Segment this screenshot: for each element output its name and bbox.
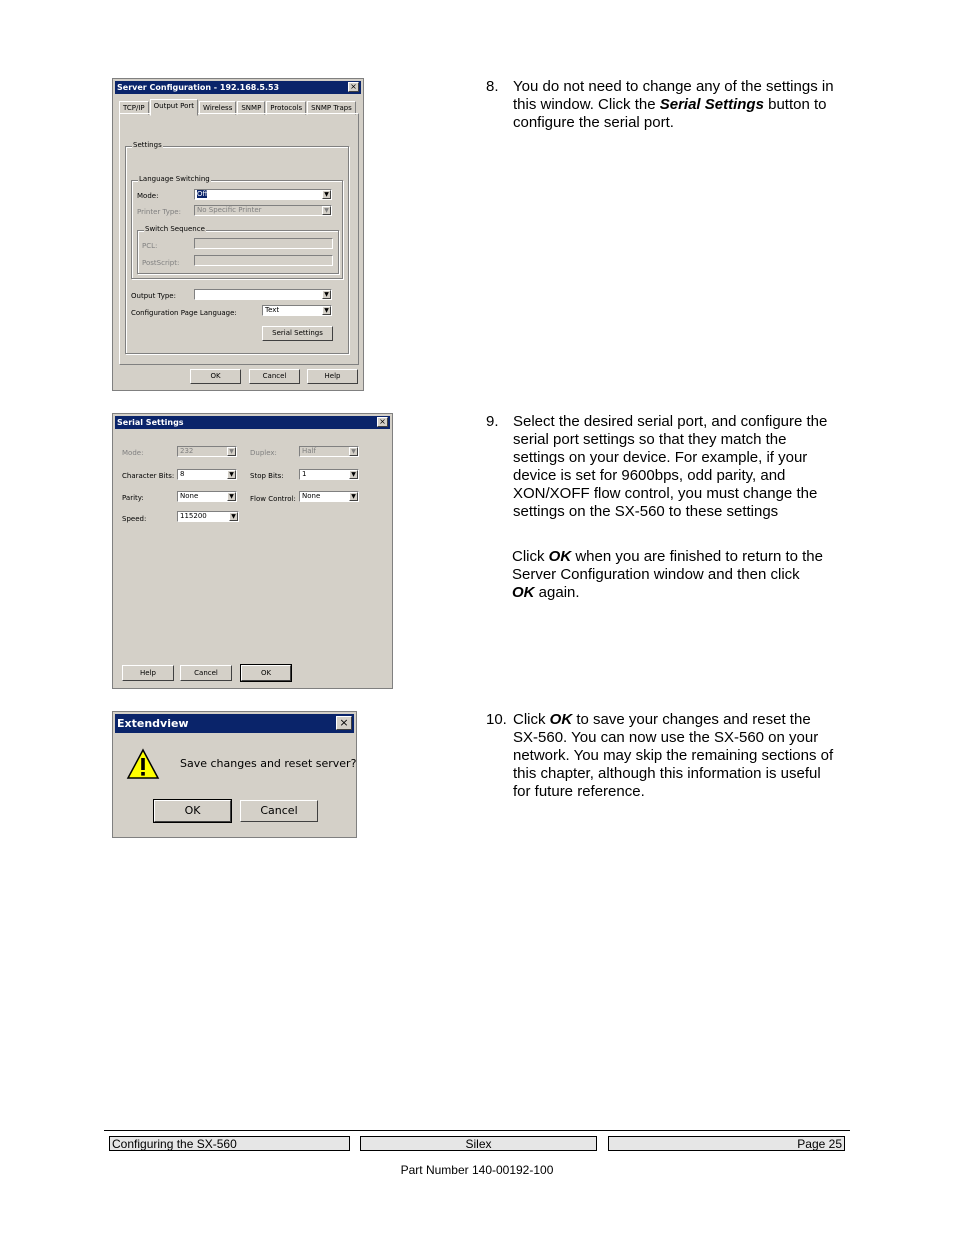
chevron-down-icon[interactable]: ▼: [322, 190, 331, 199]
tab-tcpip[interactable]: TCP/IP: [119, 101, 149, 115]
serial-mode-value: 232: [180, 447, 194, 455]
config-page-language-label: Configuration Page Language:: [131, 309, 237, 317]
step-10: [486, 711, 836, 811]
parity-select[interactable]: [177, 491, 237, 502]
step-8-serial-settings: Serial Settings: [659, 96, 764, 113]
step-9-note-e: again.: [534, 584, 580, 601]
close-icon[interactable]: ×: [348, 82, 359, 92]
switch-sequence-label: Switch Sequence: [145, 225, 205, 233]
parity-label: Parity:: [122, 494, 144, 502]
switch-sequence-group: [137, 225, 339, 274]
stop-bits-label: Stop Bits:: [250, 472, 284, 480]
printer-type-value: No Specific Printer: [197, 206, 262, 214]
chevron-down-icon[interactable]: ▼: [322, 306, 331, 315]
postscript-field[interactable]: [194, 255, 333, 266]
pcl-field[interactable]: [194, 238, 333, 249]
extendview-message: Save changes and reset server?: [180, 757, 357, 770]
parity-value: None: [180, 492, 199, 500]
tab-protocols[interactable]: Protocols: [266, 101, 306, 115]
chevron-down-icon[interactable]: ▼: [322, 290, 331, 299]
step-10-text-c: to save your changes and reset the SX-560. You can now use the SX-560 on your network. You may skip the remaining sections of this chapter, although this information is useful for future reference.: [513, 711, 834, 800]
step-10-ok: OK: [549, 711, 573, 728]
extendview-title: Extendview: [117, 717, 189, 730]
cancel-button[interactable]: Cancel: [249, 369, 300, 384]
flow-control-select[interactable]: [299, 491, 359, 502]
serial-settings-title: Serial Settings: [117, 418, 184, 427]
tab-output-port[interactable]: Output Port: [150, 99, 198, 116]
extendview-titlebar: [115, 714, 354, 733]
ok-button[interactable]: OK: [154, 800, 231, 822]
serial-settings-button[interactable]: Serial Settings: [262, 326, 333, 341]
chevron-down-icon[interactable]: ▼: [229, 512, 238, 521]
output-type-select[interactable]: [194, 289, 332, 300]
step-9-note-c: when you are finished to return to the Server Configuration window and then click: [512, 548, 823, 583]
chevron-down-icon[interactable]: ▼: [349, 492, 358, 501]
step-8-text-a: You do not need to change any of the settings in this window. Click the: [513, 78, 834, 113]
footer-chapter: Configuring the SX-560: [109, 1136, 350, 1151]
pcl-label: PCL:: [142, 242, 158, 250]
settings-group-label: Settings: [133, 141, 162, 149]
tab-wireless[interactable]: Wireless: [199, 101, 236, 115]
step-10-text-a: Click: [513, 711, 550, 728]
duplex-label: Duplex:: [250, 449, 277, 457]
char-bits-label: Character Bits:: [122, 472, 175, 480]
char-bits-select[interactable]: [177, 469, 237, 480]
footer-company: Silex: [360, 1136, 597, 1151]
duplex-select[interactable]: [299, 446, 359, 457]
speed-label: Speed:: [122, 515, 147, 523]
cancel-button[interactable]: Cancel: [180, 665, 232, 681]
speed-value: 115200: [180, 512, 207, 520]
serial-settings-dialog: [112, 413, 393, 689]
help-button[interactable]: Help: [307, 369, 358, 384]
chevron-down-icon[interactable]: ▼: [227, 447, 236, 456]
speed-select[interactable]: [177, 511, 239, 522]
step-10-number: 10.: [486, 711, 507, 728]
server-config-titlebar: [115, 81, 361, 94]
mode-select[interactable]: [194, 189, 332, 200]
output-type-label: Output Type:: [131, 292, 176, 300]
step-9-note: [512, 548, 824, 602]
step-8-number: 8.: [486, 78, 499, 95]
warning-icon: [126, 748, 160, 780]
server-configuration-dialog: [112, 78, 364, 391]
footer-page-number: Page 25: [608, 1136, 845, 1151]
tab-snmp-traps[interactable]: SNMP Traps: [307, 101, 356, 115]
step-8-text: [513, 78, 836, 132]
printer-type-label: Printer Type:: [137, 208, 181, 216]
printer-type-select[interactable]: [194, 205, 332, 216]
chevron-down-icon[interactable]: ▼: [349, 447, 358, 456]
step-9-note-ok2: OK: [512, 584, 535, 601]
chevron-down-icon[interactable]: ▼: [349, 470, 358, 479]
step-9-number: 9.: [486, 413, 499, 430]
duplex-value: Half: [302, 447, 316, 455]
mode-label: Mode:: [137, 192, 159, 200]
language-switching-label: Language Switching: [139, 175, 210, 183]
tab-snmp[interactable]: SNMP: [237, 101, 265, 115]
server-config-title: Server Configuration - 192.168.5.53: [117, 83, 280, 92]
serial-mode-label: Mode:: [122, 449, 144, 457]
stop-bits-value: 1: [302, 470, 307, 478]
close-icon[interactable]: ×: [336, 716, 352, 730]
serial-mode-select[interactable]: [177, 446, 237, 457]
step-10-text: [513, 711, 836, 801]
chevron-down-icon[interactable]: ▼: [322, 206, 331, 215]
footer-rule: [104, 1130, 850, 1131]
step-9-note-ok: OK: [548, 548, 572, 565]
char-bits-value: 8: [180, 470, 185, 478]
config-page-language-value: Text: [265, 306, 280, 314]
ok-button[interactable]: OK: [190, 369, 241, 384]
step-9-text: Select the desired serial port, and configure the serial port settings so that they match the settings on your device. For example, if your device is set for 9600bps, odd parity, and XON/XOFF flow control, you must change the settings on the SX-560 to these settings: [513, 413, 828, 520]
flow-control-value: None: [302, 492, 321, 500]
chevron-down-icon[interactable]: ▼: [227, 492, 236, 501]
extendview-dialog: [112, 711, 357, 838]
part-number: Part Number 140-00192-100: [400, 1163, 554, 1177]
chevron-down-icon[interactable]: ▼: [227, 470, 236, 479]
close-icon[interactable]: ×: [377, 417, 388, 427]
mode-value: Off: [197, 190, 208, 198]
help-button[interactable]: Help: [122, 665, 174, 681]
step-9: [486, 413, 836, 613]
step-8-text-c: button to configure the serial port.: [513, 96, 827, 131]
serial-settings-titlebar: [115, 416, 390, 429]
postscript-label: PostScript:: [142, 259, 180, 267]
cancel-button[interactable]: Cancel: [240, 800, 318, 822]
ok-button[interactable]: OK: [241, 665, 291, 681]
flow-control-label: Flow Control:: [250, 495, 296, 503]
step-9-note-a: Click: [512, 548, 549, 565]
step-8: [486, 78, 836, 138]
config-page-language-select[interactable]: [262, 305, 332, 316]
stop-bits-select[interactable]: [299, 469, 359, 480]
